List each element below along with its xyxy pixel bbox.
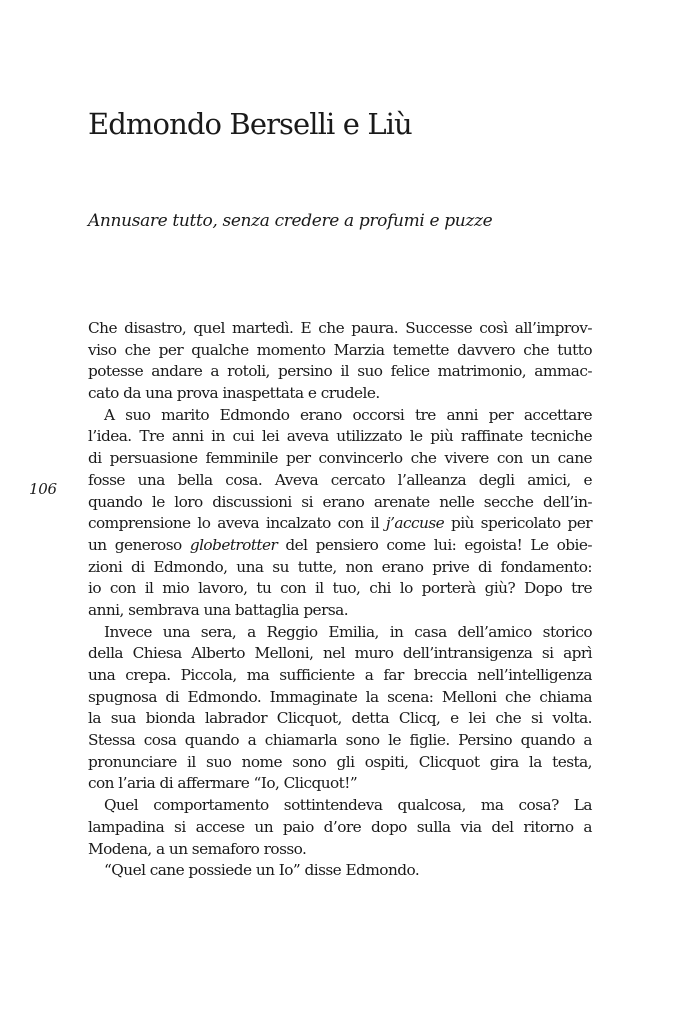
text-line: fosse una bella cosa. Aveva cercato l’alleanza degli amici, e (88, 470, 592, 489)
text-line: A suo marito Edmondo erano occorsi tre anni per accettare (104, 405, 592, 424)
text-line: Quel comportamento sottintendeva qualcosa, ma cosa? La (104, 796, 592, 815)
text-line: con l’aria di affermare “Io, Clicquot!” (88, 774, 358, 793)
page-number: 106 (29, 480, 57, 498)
body-text (88, 318, 592, 882)
text-line: anni, sembrava una battaglia persa. (88, 600, 349, 619)
text-line: Invece una sera, a Reggio Emilia, in casa dell’amico storico (104, 622, 592, 641)
text-segment: del pensiero come lui: egoista! Le obie- (277, 535, 592, 554)
text-line: della Chiesa Alberto Melloni, nel muro dell’intransigenza si aprì (88, 644, 592, 663)
text-line: una crepa. Piccola, ma sufficiente a far breccia nell’intelligenza (88, 666, 592, 684)
text-line: quando le loro discussioni si erano arenate nelle secche dell’in- (88, 492, 592, 511)
text-line: pronunciare il suo nome sono gli ospiti, Clicquot gira la testa, (88, 752, 592, 771)
text-line: di persuasione femminile per convincerlo che vivere con un cane (88, 449, 592, 468)
text-line (88, 513, 592, 535)
text-line: potesse andare a rotoli, persino il suo felice matrimonio, ammac- (88, 362, 592, 381)
text-line: lampadina si accese un paio d’ore dopo sulla via del ritorno a (88, 817, 592, 836)
text-line: Modena, a un semaforo rosso. (88, 839, 307, 858)
text-line: io con il mio lavoro, tu con il tuo, chi lo porterà giù? Dopo tre (88, 579, 592, 598)
text-line: zioni di Edmondo, una su tutte, non erano prive di fondamento: (88, 557, 592, 576)
text-line: “Quel cane possiede un Io” disse Edmondo. (104, 861, 420, 880)
text-line: Stessa cosa quando a chiamarla sono le figlie. Persino quando a (88, 731, 592, 750)
text-line: la sua bionda labrador Clicquot, detta Clicq, e lei che si volta. (88, 709, 592, 728)
text-line: l’idea. Tre anni in cui lei aveva utilizzato le più raffinate tecniche (88, 427, 592, 446)
text-line: viso che per qualche momento Marzia temette davvero che tutto (88, 340, 592, 359)
chapter-title: Edmondo Berselli e Liù (88, 107, 412, 141)
text-line (88, 535, 592, 557)
text-line: cato da una prova inaspettata e crudele. (88, 384, 380, 403)
text-segment: un generoso (88, 535, 190, 554)
chapter-subtitle: Annusare tutto, senza credere a profumi e puzze (88, 211, 493, 231)
italic-term-jaccuse: j’accuse (385, 514, 445, 533)
text-line: Che disastro, quel martedì. E che paura. Successe così all’improv- (88, 319, 592, 337)
italic-term-globetrotter: globetrotter (189, 535, 278, 554)
text-segment: comprensione lo aveva incalzato con il (88, 514, 386, 533)
text-segment: più spericolato per (444, 514, 592, 533)
text-line: spugnosa di Edmondo. Immaginate la scena: Melloni che chiama (88, 687, 592, 706)
